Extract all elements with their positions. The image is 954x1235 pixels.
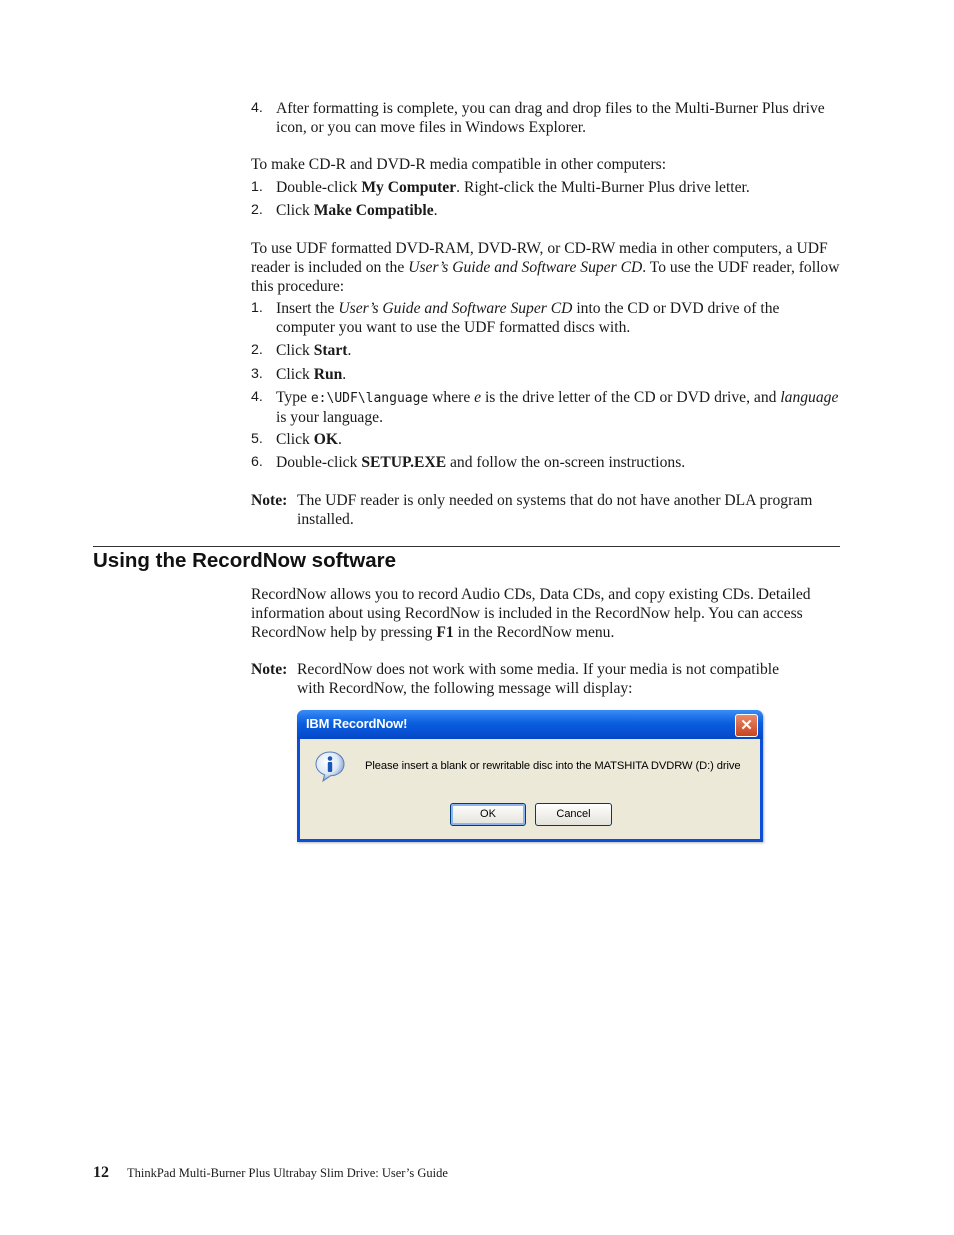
step-number: 2. bbox=[251, 202, 263, 218]
step-text bbox=[276, 453, 841, 472]
recordnow-dialog bbox=[297, 710, 763, 842]
step-number: 3. bbox=[251, 366, 263, 382]
text-run: into the CD or DVD drive of the computer you want to use the UDF formatted discs with. bbox=[276, 300, 780, 336]
bold-term: Make Compatible bbox=[313, 202, 434, 219]
page-number: 12 bbox=[93, 1164, 109, 1181]
command-path: e:\UDF\language bbox=[310, 391, 429, 406]
text-run: Double-click bbox=[276, 454, 362, 471]
ok-button[interactable]: OK bbox=[450, 803, 526, 826]
text-run: Click bbox=[276, 342, 314, 359]
dialog-title: IBM RecordNow! bbox=[306, 716, 408, 731]
step-text bbox=[276, 365, 841, 384]
bold-term: SETUP.EXE bbox=[361, 454, 447, 471]
cancel-button[interactable]: Cancel bbox=[535, 803, 612, 826]
text-run: where bbox=[428, 389, 475, 406]
step-number: 4. bbox=[251, 100, 263, 116]
bold-term: Start bbox=[313, 342, 348, 359]
cdr-intro: To make CD-R and DVD-R media compatible in other computers: bbox=[251, 156, 667, 173]
info-icon bbox=[314, 750, 346, 782]
text-run: . bbox=[342, 366, 347, 383]
footer-title: ThinkPad Multi-Burner Plus Ultrabay Slim Drive: User’s Guide bbox=[127, 1166, 448, 1180]
text-run: Insert the bbox=[276, 300, 339, 317]
bold-term: OK bbox=[313, 431, 338, 448]
step-number: 1. bbox=[251, 179, 263, 195]
section-heading: Using the RecordNow software bbox=[93, 549, 396, 572]
note-text: The UDF reader is only needed on systems that do not have another DLA program installed. bbox=[297, 492, 813, 528]
step-text bbox=[276, 388, 841, 427]
italic-var: e bbox=[474, 389, 482, 406]
step-text bbox=[276, 201, 841, 220]
italic-title: User’s Guide and Software Super CD bbox=[408, 259, 643, 276]
step-number: 1. bbox=[251, 300, 263, 316]
step-text: After formatting is complete, you can drag and drop files to the Multi-Burner Plus drive icon, or you can move files in Windows Explorer. bbox=[276, 100, 825, 136]
step-number: 5. bbox=[251, 431, 263, 447]
text-run: Click bbox=[276, 202, 314, 219]
dialog-title-bar bbox=[297, 710, 763, 739]
text-run: and follow the on-screen instructions. bbox=[446, 454, 686, 471]
udf-intro bbox=[251, 239, 841, 296]
page-footer bbox=[93, 1163, 448, 1183]
text-run: . bbox=[337, 431, 342, 448]
bold-term: F1 bbox=[436, 624, 454, 641]
italic-var: language bbox=[780, 389, 839, 406]
step-text bbox=[276, 299, 841, 337]
dialog-message: Please insert a blank or rewritable disc into the MATSHITA DVDRW (D:) drive bbox=[365, 760, 741, 772]
text-run: Click bbox=[276, 431, 314, 448]
step-number: 2. bbox=[251, 342, 263, 358]
dialog-body bbox=[300, 739, 760, 839]
text-run: Double-click bbox=[276, 179, 362, 196]
note-label: Note: bbox=[251, 492, 288, 509]
note-label: Note: bbox=[251, 661, 288, 678]
text-run: is your language. bbox=[276, 409, 383, 426]
text-run: . To use the UDF reader, follow this procedure: bbox=[251, 259, 840, 295]
text-run: . bbox=[347, 342, 352, 359]
text-run: in the RecordNow menu. bbox=[453, 624, 615, 641]
text-run: Click bbox=[276, 366, 314, 383]
recordnow-paragraph bbox=[251, 585, 841, 642]
text-run: Type bbox=[276, 389, 311, 406]
text-run: RecordNow allows you to record Audio CDs, Data CDs, and copy existing CDs. Detailed information about using RecordNow is included in the RecordNow help. You can access RecordNow help by pressing bbox=[251, 586, 811, 641]
step-number: 4. bbox=[251, 389, 263, 405]
bold-term: My Computer bbox=[361, 179, 457, 196]
text-run: . Right-click the Multi-Burner Plus drive letter. bbox=[456, 179, 750, 196]
step-text bbox=[276, 178, 841, 197]
close-button[interactable]: ✕ bbox=[735, 714, 758, 737]
section-rule bbox=[93, 546, 840, 547]
text-run: . bbox=[433, 202, 438, 219]
step-number: 6. bbox=[251, 454, 263, 470]
text-run: is the drive letter of the CD or DVD drive, and bbox=[481, 389, 781, 406]
step-text bbox=[276, 341, 841, 360]
note-text: RecordNow does not work with some media. If your media is not compatible with RecordNow, the following message will display: bbox=[297, 661, 780, 697]
step-text bbox=[276, 430, 841, 449]
text-run: To use UDF formatted DVD-RAM, DVD-RW, or CD-RW media in other computers, a UDF reader is included on the bbox=[251, 240, 828, 276]
bold-term: Run bbox=[313, 366, 343, 383]
italic-title: User’s Guide and Software Super CD bbox=[338, 300, 573, 317]
